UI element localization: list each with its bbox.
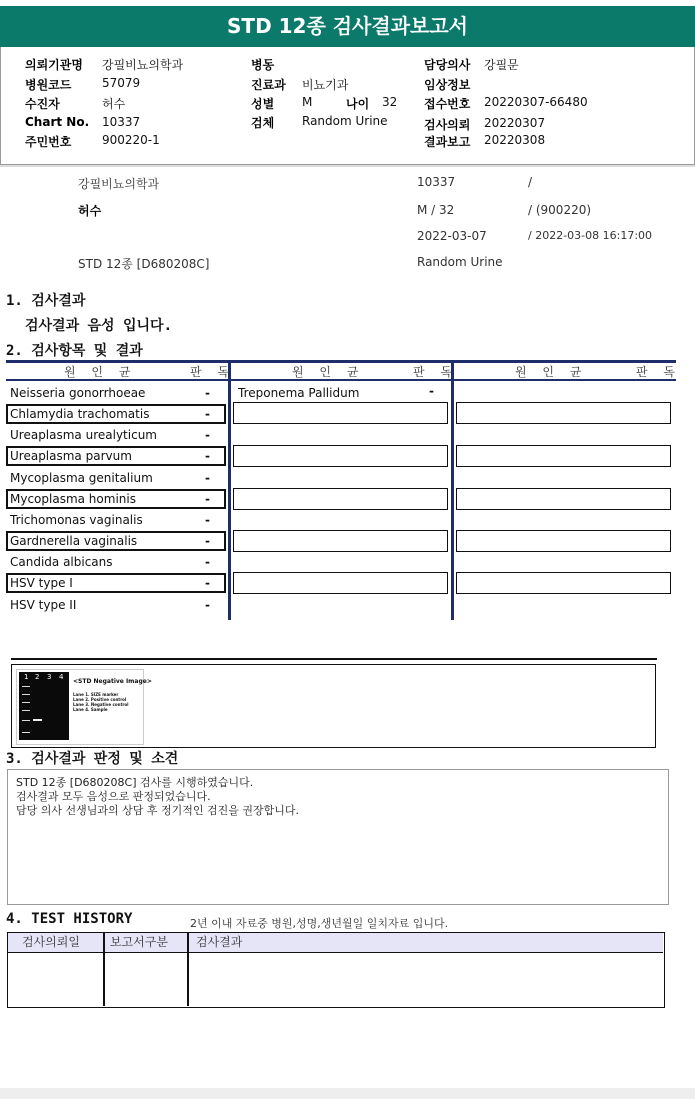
- chart-value: 10337: [102, 115, 141, 129]
- sex-value: M: [302, 95, 313, 109]
- summary-test: STD 12종 [D680208C]: [78, 257, 210, 271]
- gel-band: [22, 686, 30, 687]
- history-col-divider: [103, 933, 105, 1006]
- empty-cell: [456, 488, 671, 510]
- report-value: 20220308: [484, 133, 546, 147]
- gel-title: <STD Negative Image>: [73, 678, 152, 685]
- organism-name: Ureaplasma parvum: [10, 449, 132, 463]
- dept-value: 비뇨기과: [302, 78, 349, 92]
- organism-name: Candida albicans: [10, 555, 113, 569]
- accession-label: 접수번호: [424, 97, 471, 111]
- empty-cell: [233, 572, 448, 594]
- organism-name: HSV type I: [10, 576, 73, 590]
- organism-result: -: [205, 598, 210, 612]
- col2-organism-header: 원 인 균: [292, 365, 365, 379]
- gel-legend-item: Lane 1. SIZE marker: [73, 692, 119, 697]
- comment-line: 담당 의사 선생님과의 상담 후 정기적인 검진을 권장합니다.: [16, 804, 299, 817]
- organism-result: -: [205, 407, 210, 421]
- gel-top-rule: [11, 658, 657, 660]
- organism-result: -: [205, 471, 210, 485]
- accession-value: 20220307-66480: [484, 95, 588, 109]
- gel-lane-label: 2: [35, 673, 40, 681]
- doctor-value: 강필문: [484, 58, 519, 72]
- history-table-header: [8, 933, 663, 953]
- organism-result: -: [205, 386, 210, 400]
- patient-label: 수진자: [25, 97, 60, 111]
- id-value: 900220-1: [102, 133, 160, 147]
- col3-result-header: 판 독: [636, 365, 681, 379]
- summary-sex-age: M / 32: [417, 203, 455, 217]
- comment-box: [7, 769, 669, 905]
- gel-band: [22, 720, 30, 721]
- gel-legend-item: Lane 3. Negative control: [73, 702, 129, 707]
- col1-result-header: 판 독: [190, 365, 235, 379]
- empty-cell: [233, 488, 448, 510]
- empty-cell: [233, 402, 448, 424]
- hospital-value: 강필비뇨의학과: [102, 58, 184, 72]
- organism-result: -: [205, 555, 210, 569]
- gel-band: [22, 702, 30, 703]
- gel-image: [19, 672, 69, 740]
- gel-lane-label: 1: [24, 673, 29, 681]
- sex-label: 성별: [251, 97, 275, 111]
- summary-slash: /: [528, 175, 533, 189]
- gel-band: [22, 694, 30, 695]
- organism-name: Mycoplasma hominis: [10, 492, 136, 506]
- comment-line: STD 12종 [D680208C] 검사를 시행하였습니다.: [16, 776, 254, 789]
- specimen-label: 검체: [251, 116, 275, 130]
- section4-title: 4. TEST HISTORY: [6, 911, 133, 927]
- section2-title: 2. 검사항목 및 결과: [6, 343, 143, 359]
- summary-reported: / 2022-03-08 16:17:00: [528, 229, 653, 242]
- history-note: 2년 이내 자료중 병원,성명,생년월일 일치자료 입니다.: [190, 917, 449, 930]
- comment-line: 검사결과 모두 음성으로 판정되었습니다.: [16, 790, 211, 803]
- summary-hospital: 강필비뇨의학과: [78, 177, 160, 191]
- age-value: 32: [382, 95, 398, 109]
- page-bottom-margin: [0, 1088, 695, 1099]
- empty-cell: [233, 445, 448, 467]
- gel-lane-label: 4: [59, 673, 64, 681]
- gel-legend-item: Lane 4. Sample: [73, 707, 108, 712]
- organism-result: -: [205, 513, 210, 527]
- organism-result: -: [205, 534, 210, 548]
- gel-legend-item: Lane 2. Positive control: [73, 697, 127, 702]
- report-label: 결과보고: [424, 135, 471, 149]
- organism-name: Ureaplasma urealyticum: [10, 428, 157, 442]
- code-value: 57079: [102, 76, 141, 90]
- summary-chart: 10337: [417, 175, 456, 189]
- summary-patient: 허수: [78, 204, 102, 218]
- empty-cell: [456, 402, 671, 424]
- summary-birth: / (900220): [528, 203, 592, 217]
- results-col-divider-1: [228, 363, 231, 620]
- section1-text: 검사결과 음성 입니다.: [25, 318, 173, 334]
- dept-label: 진료과: [251, 78, 286, 92]
- organism-name: Chlamydia trachomatis: [10, 407, 150, 421]
- gel-band: [33, 719, 42, 721]
- ward-label: 병동: [251, 58, 275, 72]
- organism-result: -: [205, 576, 210, 590]
- empty-cell: [233, 530, 448, 552]
- history-col-type: 보고서구분: [110, 935, 168, 949]
- gel-lane-label: 3: [47, 673, 52, 681]
- organism-name: Mycoplasma genitalium: [10, 471, 153, 485]
- empty-cell: [456, 572, 671, 594]
- id-label: 주민번호: [25, 135, 72, 149]
- summary-specimen: Random Urine: [417, 255, 503, 269]
- gel-band: [22, 732, 30, 733]
- organism-result: -: [205, 449, 210, 463]
- patient-value: 허수: [102, 97, 126, 111]
- history-col-divider: [187, 933, 189, 1006]
- col3-organism-header: 원 인 균: [515, 365, 588, 379]
- history-col-date: 검사의뢰일: [22, 935, 80, 949]
- organism-result: -: [429, 384, 434, 398]
- gel-band: [22, 710, 30, 711]
- summary-received: 2022-03-07: [417, 229, 487, 243]
- header-divider: [0, 165, 695, 167]
- organism-result: -: [205, 492, 210, 506]
- results-col-divider-2: [451, 363, 454, 620]
- request-value: 20220307: [484, 116, 546, 130]
- organism-name: Trichomonas vaginalis: [10, 513, 143, 527]
- age-label: 나이: [346, 97, 370, 111]
- header-info-box: [0, 47, 695, 165]
- gel-image-panel: [16, 669, 152, 745]
- col2-result-header: 판 독: [413, 365, 458, 379]
- section3-title: 3. 검사결과 판정 및 소견: [6, 751, 179, 767]
- col1-organism-header: 원 인 균: [64, 365, 137, 379]
- clinical-label: 임상정보: [424, 78, 471, 92]
- section1-title: 1. 검사결과: [6, 293, 86, 309]
- empty-cell: [456, 445, 671, 467]
- history-col-result: 검사결과: [196, 935, 243, 949]
- hospital-label: 의뢰기관명: [25, 58, 83, 72]
- history-table: [7, 932, 665, 1008]
- specimen-value: Random Urine: [302, 114, 388, 128]
- empty-cell: [456, 530, 671, 552]
- organism-name: Treponema Pallidum: [238, 386, 360, 400]
- organism-name: Gardnerella vaginalis: [10, 534, 138, 548]
- organism-name: HSV type II: [10, 598, 77, 612]
- chart-label: Chart No.: [25, 115, 90, 129]
- request-label: 검사의뢰: [424, 118, 471, 132]
- gel-image-frame: [11, 664, 656, 748]
- code-label: 병원코드: [25, 78, 72, 92]
- doctor-label: 담당의사: [424, 58, 471, 72]
- organism-result: -: [205, 428, 210, 442]
- report-title: STD 12종 검사결과보고서: [0, 6, 695, 47]
- organism-name: Neisseria gonorrhoeae: [10, 386, 146, 400]
